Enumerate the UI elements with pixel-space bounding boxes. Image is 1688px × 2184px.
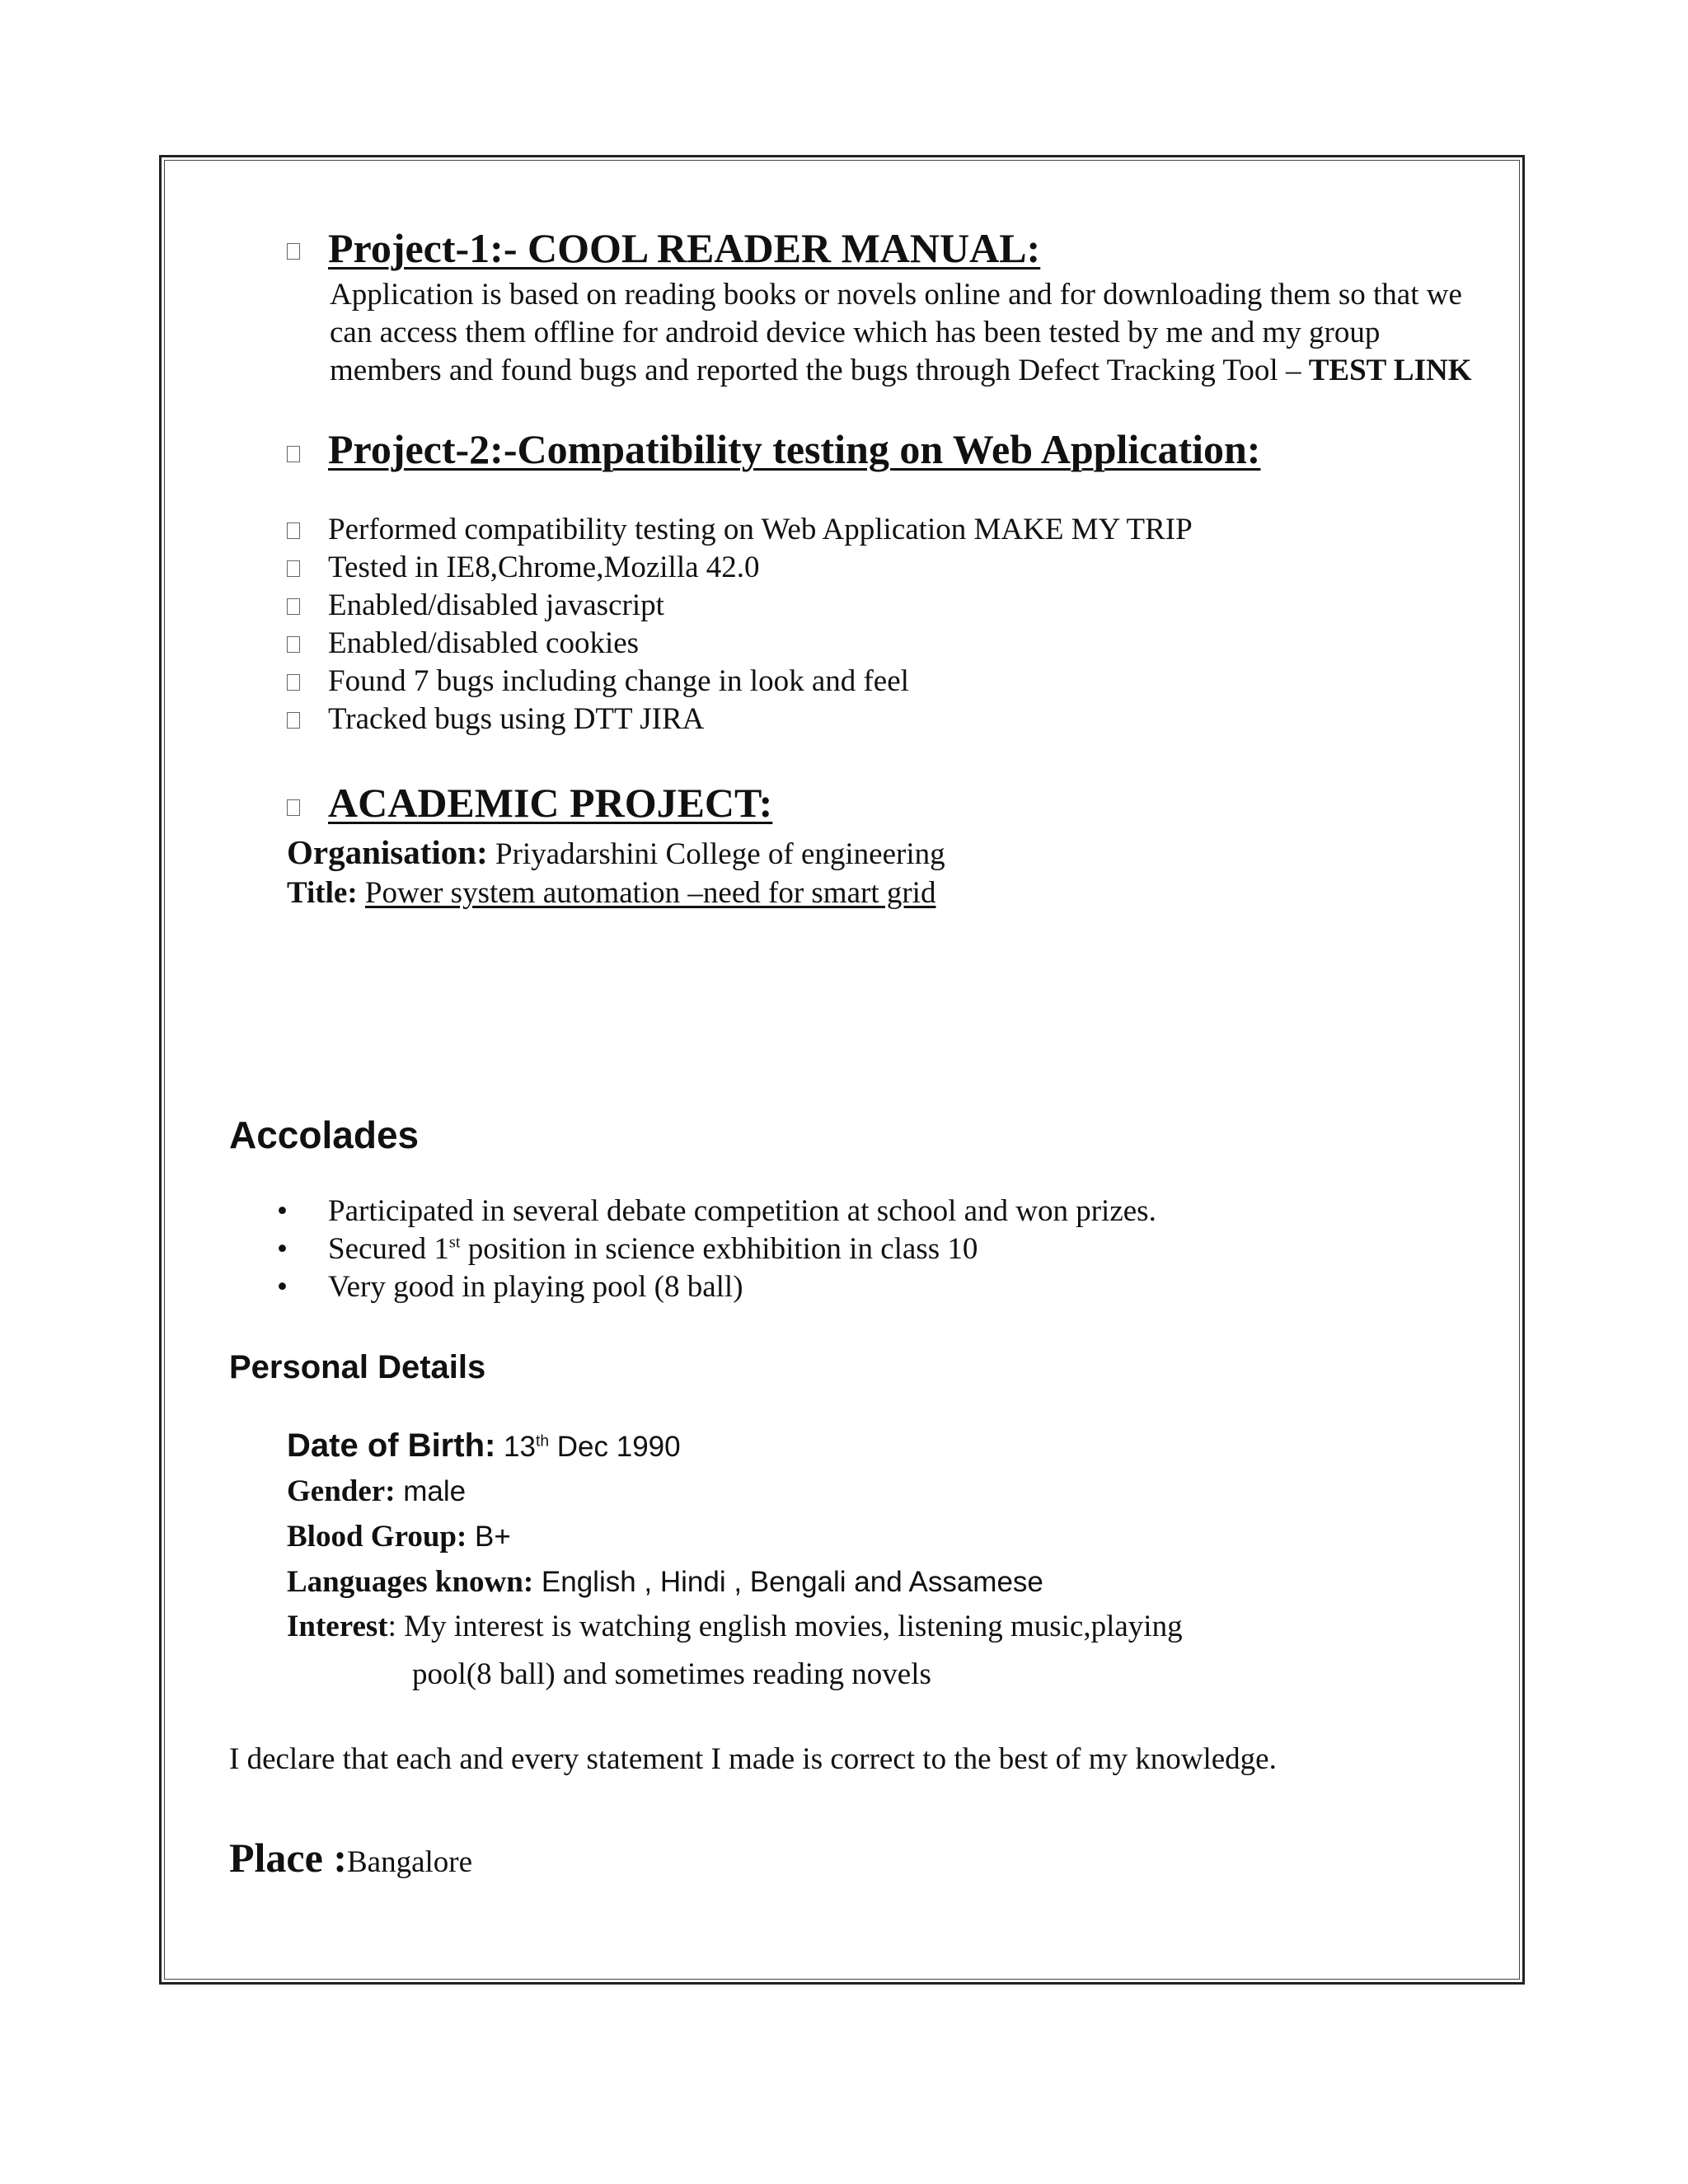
place-value: Bangalore (346, 1845, 473, 1879)
dob-sup: th (535, 1432, 550, 1451)
academic-organisation (287, 832, 945, 872)
project1-heading: Project-1:- COOL READER MANUAL: (328, 225, 1041, 271)
accolade-item: Very good in playing pool (8 ball) (328, 1270, 743, 1304)
project1-description-text: Application is based on reading books or novels online and for downloading them so that we can access them offline for android device which has been tested by me and my group members and found bugs and reported the bugs through Defect Tracking Tool – (330, 278, 1462, 387)
interest-continuation: pool(8 ball) and sometimes reading novels (412, 1657, 931, 1691)
blood-value: B+ (467, 1521, 511, 1553)
academic-title (287, 875, 935, 911)
accolade-item (328, 1231, 978, 1267)
place-label: Place : (229, 1835, 347, 1881)
project2-item: Enabled/disabled javascript (328, 588, 664, 622)
accolade-sup: st (448, 1233, 461, 1252)
personal-heading: Personal Details (229, 1349, 486, 1385)
title-label: Title: (287, 876, 358, 910)
interest-label: Interest (287, 1610, 388, 1643)
dob-label: Date of Birth: (287, 1427, 496, 1464)
gender-label: Gender: (287, 1474, 396, 1508)
languages-label: Languages known: (287, 1565, 534, 1599)
project1-description (330, 276, 1475, 390)
gender-value: male (395, 1475, 467, 1507)
organisation-value: Priyadarshini College of engineering (487, 837, 945, 871)
checkbox-bullet-icon (287, 799, 300, 816)
bullet-icon: • (277, 1270, 288, 1304)
project2-item: Performed compatibility testing on Web Application MAKE MY TRIP (328, 513, 1193, 546)
interest-row (287, 1609, 1183, 1644)
checkbox-bullet-icon (287, 712, 300, 729)
bullet-icon: • (277, 1232, 288, 1266)
blood-label: Blood Group: (287, 1520, 467, 1554)
dob-month-year: Dec 1990 (549, 1431, 681, 1463)
interest-value: : My interest is watching english movies, listening music,playing (387, 1610, 1183, 1643)
project2-heading: Project-2:-Compatibility testing on Web Application: (328, 426, 1261, 472)
bullet-icon: • (277, 1194, 288, 1228)
project2-item: Tracked bugs using DTT JIRA (328, 702, 705, 736)
title-value: Power system automation –need for smart grid (364, 876, 936, 910)
dob-value (495, 1431, 680, 1463)
blood-row (287, 1519, 511, 1554)
checkbox-bullet-icon (287, 243, 300, 260)
place-row (229, 1834, 472, 1882)
declaration-text: I declare that each and every statement I made is correct to the best of my knowledge. (229, 1742, 1277, 1776)
checkbox-bullet-icon (287, 560, 300, 577)
dob-row (287, 1427, 681, 1465)
accolades-heading: Accolades (229, 1113, 420, 1156)
checkbox-bullet-icon (287, 636, 300, 653)
checkbox-bullet-icon (287, 674, 300, 691)
checkbox-bullet-icon (287, 598, 300, 615)
gender-row (287, 1474, 466, 1509)
accolade-text: position in science exbhibition in class 10 (460, 1232, 978, 1266)
accolade-item: Participated in several debate competition at school and won prizes. (328, 1194, 1156, 1228)
project2-item: Tested in IE8,Chrome,Mozilla 42.0 (328, 551, 760, 584)
checkbox-bullet-icon (287, 523, 300, 539)
project2-item: Found 7 bugs including change in look and feel (328, 664, 909, 698)
project2-item: Enabled/disabled cookies (328, 626, 640, 660)
organisation-label: Organisation: (287, 833, 488, 871)
checkbox-bullet-icon (287, 446, 300, 462)
accolade-text: Secured 1 (328, 1232, 449, 1266)
dob-day: 13 (495, 1431, 536, 1463)
languages-row (287, 1564, 1043, 1600)
academic-heading: ACADEMIC PROJECT: (328, 780, 773, 826)
project1-tool: TEST LINK (1308, 354, 1472, 387)
languages-value: English , Hindi , Bengali and Assamese (533, 1566, 1043, 1598)
